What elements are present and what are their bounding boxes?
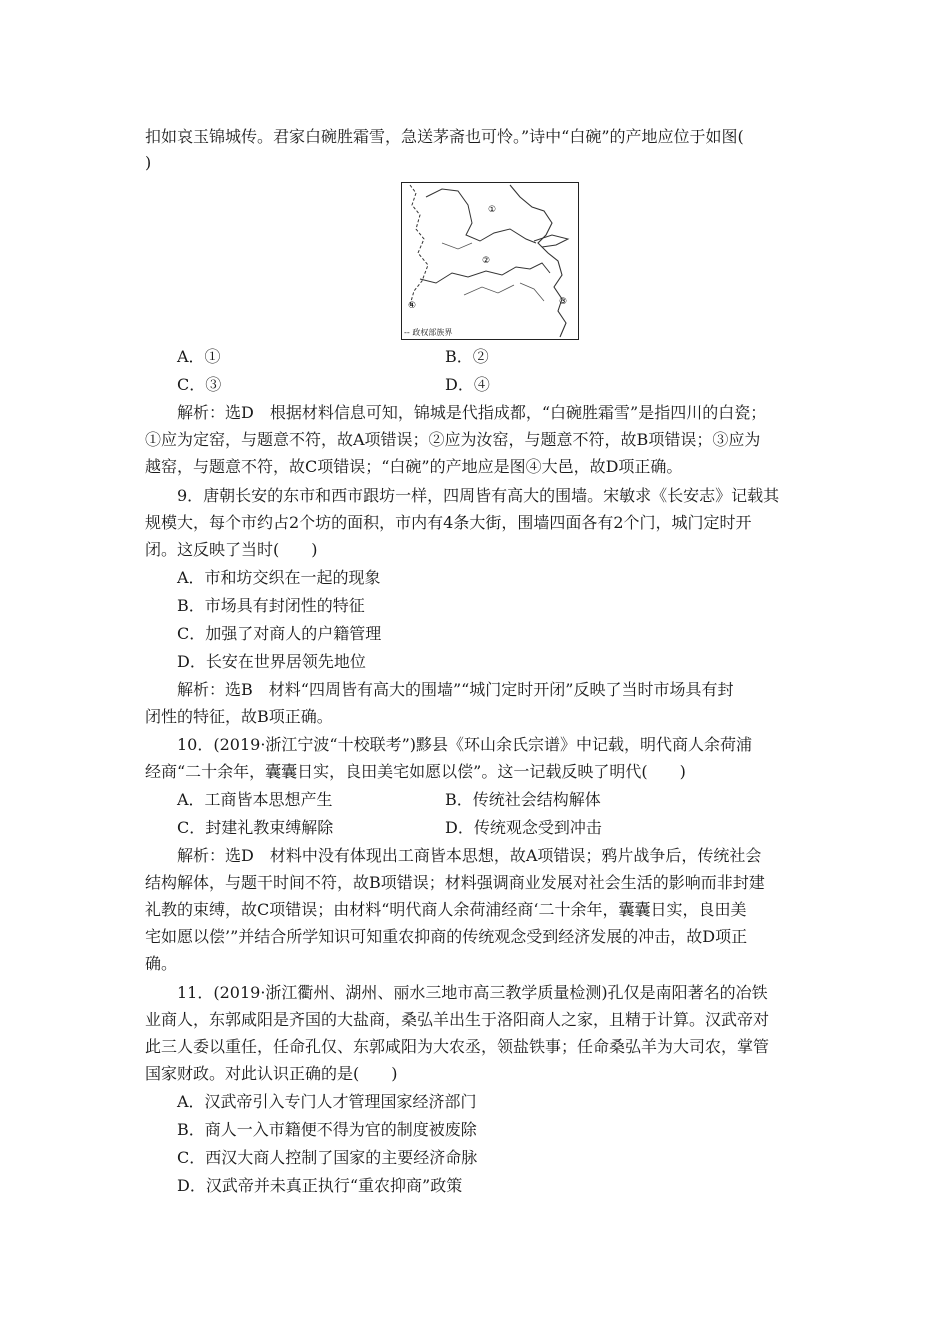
q8-analysis-line: ①应为定窑，与题意不符，故A项错误；②应为汝窑，与题意不符，故B项错误；③应为 bbox=[145, 430, 761, 449]
q9-analysis-line: 解析：选B 材料“四周皆有高大的围墙”“城门定时开闭”反映了当时市场具有封 bbox=[177, 680, 734, 699]
q8-analysis-line: 解析：选D 根据材料信息可知，锦城是代指成都，“白碗胜霜雪”是指四川的白瓷； bbox=[177, 403, 767, 422]
peninsula-outline bbox=[534, 235, 568, 247]
q10-stem-line: 10．(2019·浙江宁波“十校联考”)黟县《环山余氏宗谱》中记载，明代商人余荷浦 bbox=[177, 735, 753, 754]
q10-analysis-line: 礼教的束缚，故C项错误；由材料“明代商人余荷浦经商‘二十余年，囊囊日实，良田美 bbox=[145, 900, 747, 919]
q10-option-a: A．工商皆本思想产生 bbox=[177, 790, 333, 809]
historical-map-figure bbox=[401, 182, 579, 340]
q11-option-b: B．商人一入市籍便不得为官的制度被废除 bbox=[177, 1120, 477, 1139]
q11-option-d: D．汉武帝并未真正执行“重农抑商”政策 bbox=[177, 1176, 463, 1195]
q11-stem-line: 国家财政。对此认识正确的是( ) bbox=[145, 1064, 398, 1083]
q8-option-c: C．③ bbox=[177, 375, 222, 394]
q10-option-c: C．封建礼教束缚解除 bbox=[177, 818, 334, 837]
q8-option-a: A．① bbox=[177, 347, 221, 366]
map-drawing bbox=[402, 183, 578, 339]
coastline bbox=[510, 185, 566, 337]
q11-stem-line: 11．(2019·浙江衢州、湖州、丽水三地市高三教学质量检测)孔仅是南阳著名的冶铁 bbox=[177, 983, 768, 1002]
map-legend: -- 政权部族界 bbox=[404, 328, 453, 337]
q10-stem-line: 经商“二十余年，囊囊日实，良田美宅如愿以偿”。这一记载反映了明代( ) bbox=[145, 762, 686, 781]
q11-option-c: C．西汉大商人控制了国家的主要经济命脉 bbox=[177, 1148, 478, 1167]
dashed-boundary bbox=[410, 185, 428, 305]
q10-analysis-line: 解析：选D 材料中没有体现出工商皆本思想，故A项错误；鸦片战争后，传统社会 bbox=[177, 846, 762, 865]
map-marker-2: ② bbox=[482, 256, 491, 266]
q10-option-b: B．传统社会结构解体 bbox=[445, 790, 601, 809]
q8-analysis-line: 越窑，与题意不符，故C项错误；“白碗”的产地应是图④大邑，故D项正确。 bbox=[145, 457, 683, 476]
q9-analysis-line: 闭性的特征，故B项正确。 bbox=[145, 707, 333, 726]
q8-stem-line: 扣如哀玉锦城传。君家白碗胜霜雪，急送茅斋也可怜。”诗中“白碗”的产地应位于如图( bbox=[145, 127, 744, 146]
q9-option-a: A．市和坊交织在一起的现象 bbox=[177, 568, 381, 587]
q11-option-a: A．汉武帝引入专门人才管理国家经济部门 bbox=[177, 1092, 477, 1111]
q11-stem-line: 业商人，东郭咸阳是齐国的大盐商，桑弘羊出生于洛阳商人之家，且精于计算。汉武帝对 bbox=[145, 1010, 770, 1029]
river-tributary bbox=[520, 283, 544, 301]
q10-analysis-line: 宅如愿以偿’”并结合所学知识可知重农抑商的传统观念受到经济发展的冲击，故D项正 bbox=[145, 927, 748, 946]
river-tributary bbox=[464, 285, 514, 295]
map-marker-1: ① bbox=[488, 205, 497, 215]
q9-option-c: C．加强了对商人的户籍管理 bbox=[177, 624, 382, 643]
q10-analysis-line: 确。 bbox=[145, 954, 178, 973]
q10-option-d: D．传统观念受到冲击 bbox=[445, 818, 602, 837]
q9-stem-line: 9．唐朝长安的东市和西市跟坊一样，四周皆有高大的围墙。宋敏求《长安志》记载其 bbox=[177, 486, 780, 505]
yangtze-river bbox=[420, 263, 550, 283]
q9-option-d: D．长安在世界居领先地位 bbox=[177, 652, 366, 671]
q8-option-d: D．④ bbox=[445, 375, 490, 394]
q9-stem-line: 规模大，每个市约占2个坊的面积，市内有4条大街，围墙四面各有2个门，城门定时开 bbox=[145, 513, 752, 532]
q9-option-b: B．市场具有封闭性的特征 bbox=[177, 596, 365, 615]
q11-stem-line: 此三人委以重任，任命孔仅、东郭咸阳为大农丞，领盐铁事；任命桑弘羊为大司农，掌管 bbox=[145, 1037, 770, 1056]
q9-stem-line: 闭。这反映了当时( ) bbox=[145, 540, 318, 559]
q10-analysis-line: 结构解体，与题干时间不符，故B项错误；材料强调商业发展对社会生活的影响而非封建 bbox=[145, 873, 765, 892]
q8-option-b: B．② bbox=[445, 347, 489, 366]
river-tributary bbox=[442, 243, 472, 249]
map-marker-4: ④ bbox=[408, 301, 417, 311]
map-marker-3: ③ bbox=[559, 297, 568, 307]
q8-stem-line: ) bbox=[145, 153, 152, 172]
